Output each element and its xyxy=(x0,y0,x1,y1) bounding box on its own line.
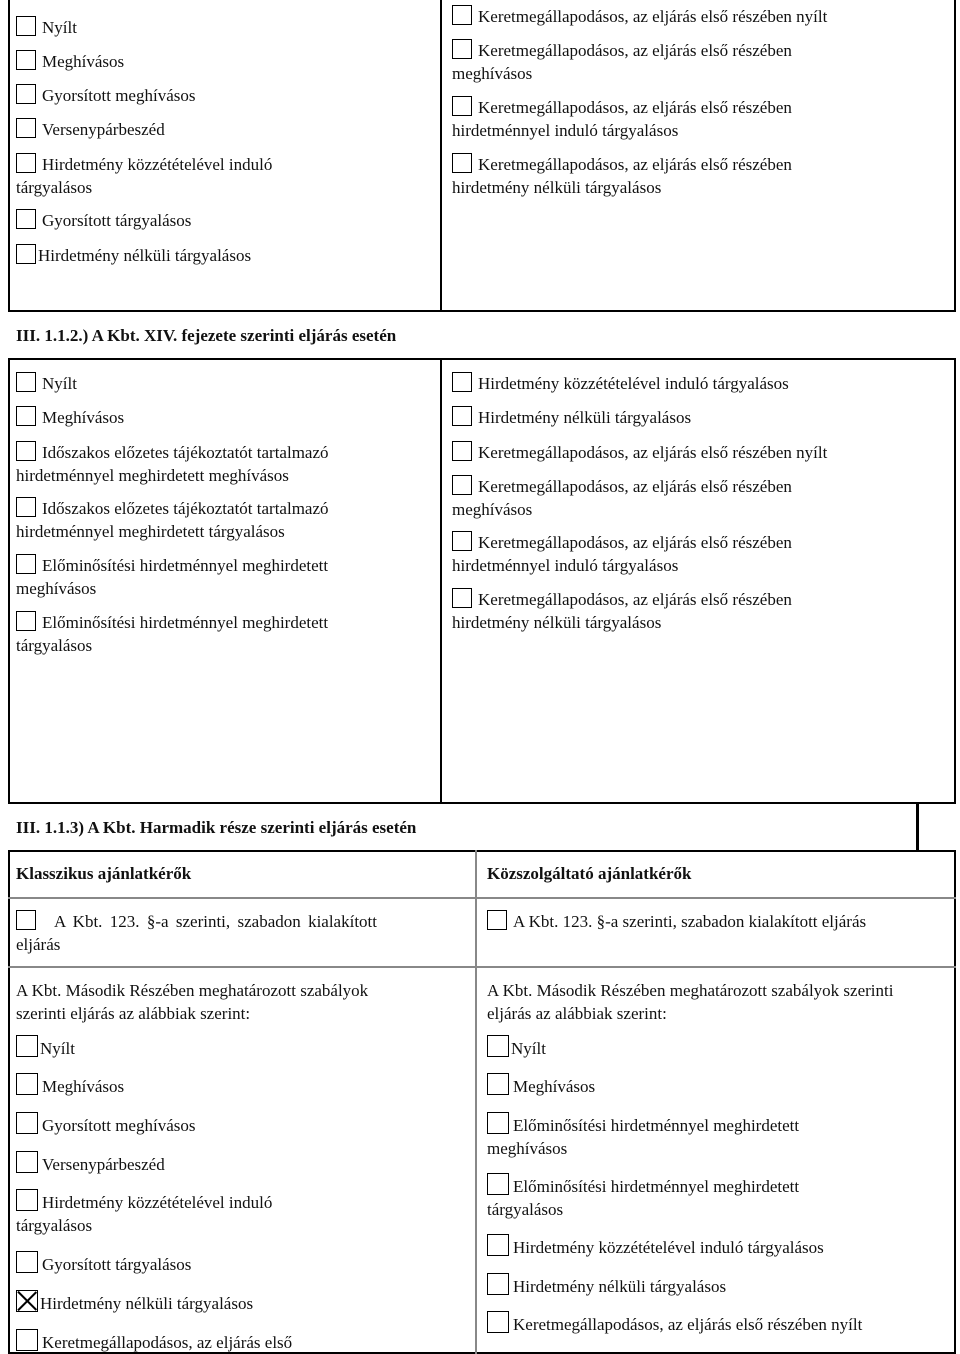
s3-left-item-4[interactable]: Hirdetmény közzétételével induló tárgyalásos xyxy=(16,1189,316,1237)
s3-left-item-5[interactable]: Gyorsított tárgyalásos xyxy=(16,1251,456,1276)
section-3-row-rule-1 xyxy=(8,897,956,899)
s3-left-item-3[interactable]: Versenypárbeszéd xyxy=(16,1151,456,1176)
top-left-item-3[interactable]: Versenypárbeszéd xyxy=(16,118,426,141)
s3-left-item-7[interactable]: Keretmegállapodásos, az eljárás első xyxy=(16,1329,456,1354)
classic-contracting-title: Klasszikus ajánlatkérők xyxy=(16,864,192,883)
s2-right-item-4[interactable]: Keretmegállapodásos, az eljárás első részében hirdetménnyel induló tárgyalásos xyxy=(452,533,792,575)
s2-left-item-2[interactable]: Időszakos előzetes tájékoztatót tartalmazó hirdetménnyel meghirdetett meghívásos xyxy=(16,443,329,485)
checkbox-icon[interactable] xyxy=(16,406,36,426)
checkbox-icon[interactable] xyxy=(16,441,36,461)
checkbox-icon[interactable] xyxy=(487,1112,509,1134)
s3-right-item-4[interactable]: Hirdetmény közzétételével induló tárgyalásos xyxy=(487,1234,927,1259)
s3-right-item-6[interactable]: Keretmegállapodásos, az eljárás első részében nyílt xyxy=(487,1311,947,1336)
top-left-item-1[interactable]: Meghívásos xyxy=(16,50,426,73)
checkbox-icon[interactable] xyxy=(16,372,36,392)
s2-right-item-5[interactable]: Keretmegállapodásos, az eljárás első részében hirdetmény nélküli tárgyalásos xyxy=(452,590,792,632)
section-2-divider xyxy=(440,358,442,804)
checkbox-icon[interactable] xyxy=(16,153,36,173)
s3-right-free-item[interactable]: A Kbt. 123. §-a szerinti, szabadon kialakított eljárás xyxy=(487,910,947,933)
s3-right-item-3[interactable]: Előminősítési hirdetménnyel meghirdetett tárgyalásos xyxy=(487,1173,867,1221)
checkbox-icon[interactable] xyxy=(487,1035,509,1057)
s3-left-intro: A Kbt. Második Részében meghatározott szabályok szerinti eljárás az alábbiak szerint: xyxy=(16,981,369,1023)
s3-right-intro: A Kbt. Második Részében meghatározott szabályok szerinti eljárás az alábbiak szerint: xyxy=(487,981,894,1023)
s3-right-item-1[interactable]: Meghívásos xyxy=(487,1073,927,1098)
top-right-item-2[interactable]: Keretmegállapodásos, az eljárás első részében hirdetménnyel induló tárgyalásos xyxy=(452,98,792,140)
s3-left-free-item[interactable]: A Kbt. 123. §-a szerinti, szabadon kialakított eljárás xyxy=(16,912,377,954)
checkbox-icon[interactable] xyxy=(16,1112,38,1134)
checkbox-icon[interactable] xyxy=(16,50,36,70)
s3-right-item-5[interactable]: Hirdetmény nélküli tárgyalásos xyxy=(487,1273,927,1298)
checkbox-icon[interactable] xyxy=(16,1151,38,1173)
checkbox-icon[interactable] xyxy=(16,910,36,930)
checked-checkbox-icon[interactable] xyxy=(16,1290,38,1312)
checkbox-icon[interactable] xyxy=(487,1173,509,1195)
checkbox-icon[interactable] xyxy=(452,96,472,116)
checkbox-icon[interactable] xyxy=(16,118,36,138)
section-3-heading-rule xyxy=(916,804,919,850)
top-right-item-0[interactable]: Keretmegállapodásos, az eljárás első részében nyílt xyxy=(452,5,892,28)
checkbox-icon[interactable] xyxy=(452,372,472,392)
s2-right-item-0[interactable]: Hirdetmény közzétételével induló tárgyalásos xyxy=(452,372,912,395)
s3-right-item-0[interactable]: Nyílt xyxy=(487,1035,927,1060)
checkbox-icon[interactable] xyxy=(16,1329,38,1351)
s2-left-item-3[interactable]: Időszakos előzetes tájékoztatót tartalmazó hirdetménnyel meghirdetett tárgyalásos xyxy=(16,499,329,541)
checkbox-icon[interactable] xyxy=(16,554,36,574)
checkbox-icon[interactable] xyxy=(452,153,472,173)
checkbox-icon[interactable] xyxy=(16,1073,38,1095)
checkbox-icon[interactable] xyxy=(487,1073,509,1095)
top-left-item-5[interactable]: Gyorsított tárgyalásos xyxy=(16,209,426,232)
top-section-divider xyxy=(440,0,442,312)
top-left-item-2[interactable]: Gyorsított meghívásos xyxy=(16,84,426,107)
top-right-item-3[interactable]: Keretmegállapodásos, az eljárás első részében hirdetmény nélküli tárgyalásos xyxy=(452,155,792,197)
checkbox-icon[interactable] xyxy=(452,588,472,608)
s3-left-item-0[interactable]: Nyílt xyxy=(16,1035,456,1060)
checkbox-icon[interactable] xyxy=(452,406,472,426)
s3-left-item-6[interactable]: Hirdetmény nélküli tárgyalásos xyxy=(16,1290,456,1315)
checkbox-icon[interactable] xyxy=(16,244,36,264)
top-left-item-0[interactable]: Nyílt xyxy=(16,16,426,39)
checkbox-icon[interactable] xyxy=(452,475,472,495)
checkbox-icon[interactable] xyxy=(487,1234,509,1256)
s2-left-item-0[interactable]: Nyílt xyxy=(16,372,426,395)
s2-right-item-3[interactable]: Keretmegállapodásos, az eljárás első részében meghívásos xyxy=(452,477,792,519)
s2-right-item-2[interactable]: Keretmegállapodásos, az eljárás első részében nyílt xyxy=(452,441,912,464)
checkbox-icon[interactable] xyxy=(16,209,36,229)
top-right-item-1[interactable]: Keretmegállapodásos, az eljárás első részében meghívásos xyxy=(452,41,792,83)
s2-left-item-1[interactable]: Meghívásos xyxy=(16,406,426,429)
section-3-row-rule-2 xyxy=(8,966,956,968)
checkbox-icon[interactable] xyxy=(16,1189,38,1211)
checkbox-icon[interactable] xyxy=(452,531,472,551)
checkbox-icon[interactable] xyxy=(16,84,36,104)
checkbox-icon[interactable] xyxy=(452,441,472,461)
checkbox-icon[interactable] xyxy=(16,1251,38,1273)
section-3-heading: III. 1.1.3) A Kbt. Harmadik része szerinti eljárás esetén xyxy=(16,818,417,837)
s2-right-item-1[interactable]: Hirdetmény nélküli tárgyalásos xyxy=(452,406,912,429)
checkbox-icon[interactable] xyxy=(16,16,36,36)
checkbox-icon[interactable] xyxy=(487,1273,509,1295)
s3-left-item-1[interactable]: Meghívásos xyxy=(16,1073,456,1098)
utility-contracting-title: Közszolgáltató ajánlatkérők xyxy=(487,864,692,883)
checkbox-icon[interactable] xyxy=(452,39,472,59)
s3-left-item-2[interactable]: Gyorsított meghívásos xyxy=(16,1112,456,1137)
s2-left-item-5[interactable]: Előminősítési hirdetménnyel meghirdetett tárgyalásos xyxy=(16,613,329,655)
checkbox-icon[interactable] xyxy=(16,497,36,517)
section-2-heading: III. 1.1.2.) A Kbt. XIV. fejezete szerinti eljárás esetén xyxy=(16,326,397,345)
checkbox-icon[interactable] xyxy=(487,910,507,930)
top-left-item-6[interactable]: Hirdetmény nélküli tárgyalásos xyxy=(16,244,426,267)
checkbox-icon[interactable] xyxy=(452,5,472,25)
checkbox-icon[interactable] xyxy=(487,1311,509,1333)
section-3-divider xyxy=(475,850,477,1354)
top-left-item-4[interactable]: Hirdetmény közzétételével induló tárgyalásos xyxy=(16,155,273,197)
checkbox-icon[interactable] xyxy=(16,611,36,631)
checkbox-icon[interactable] xyxy=(16,1035,38,1057)
s3-right-item-2[interactable]: Előminősítési hirdetménnyel meghirdetett meghívásos xyxy=(487,1112,867,1160)
s2-left-item-4[interactable]: Előminősítési hirdetménnyel meghirdetett meghívásos xyxy=(16,556,329,598)
